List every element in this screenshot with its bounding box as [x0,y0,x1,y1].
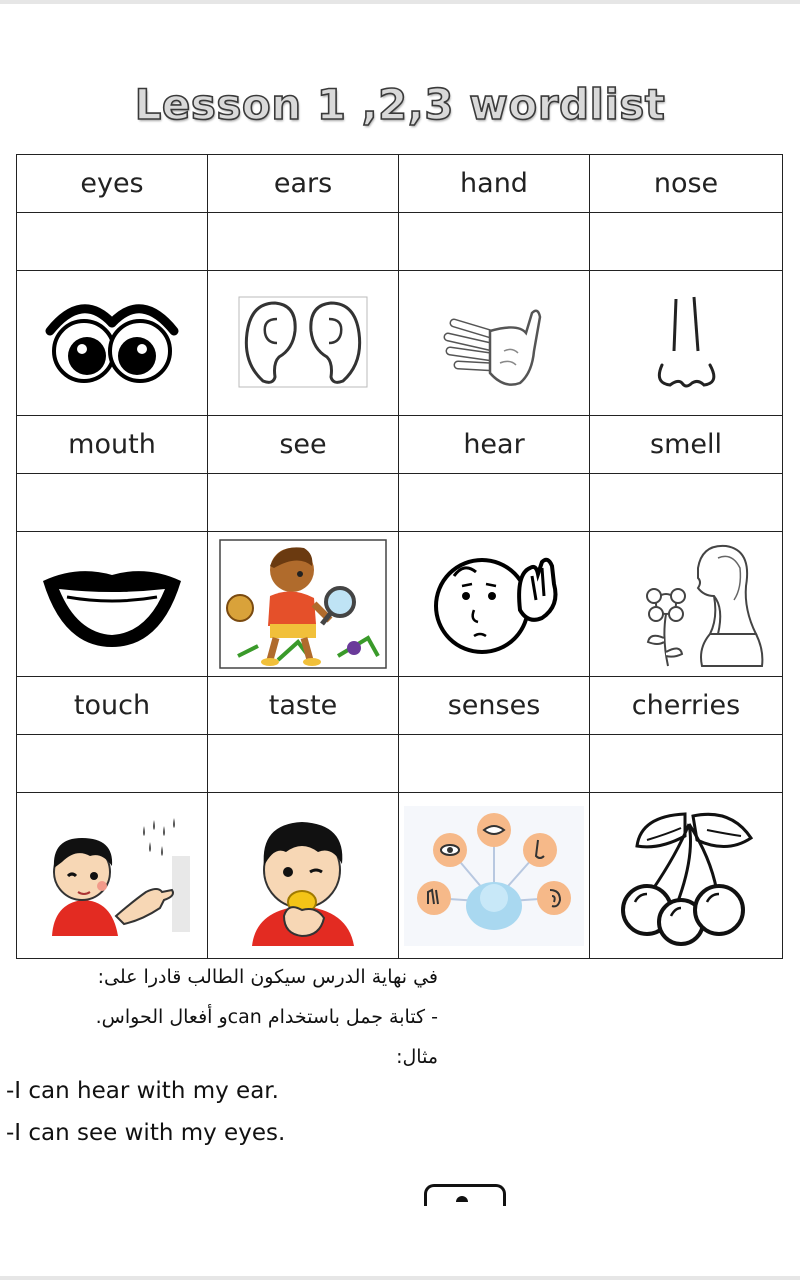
word-cell: smell [590,416,783,474]
worksheet-page [0,4,800,1276]
blank-cell [590,474,783,532]
picture-cell [590,532,783,677]
blank-cell [17,735,208,793]
word-cell: taste [208,677,399,735]
word-cell: nose [590,155,783,213]
picture-cell [590,271,783,416]
example-sentence: -I can hear with my ear. [6,1078,279,1104]
blank-row [17,213,783,271]
picture-cell [399,793,590,959]
picture-cell [208,532,399,677]
blank-cell [590,735,783,793]
girl-smelling-flower-icon [606,538,766,670]
picture-cell [17,271,208,416]
blank-row [17,474,783,532]
boy-tasting-lemon-icon [228,806,378,946]
blank-cell [399,735,590,793]
word-row [17,416,783,474]
mouth-icon [37,559,187,649]
word-cell: eyes [17,155,208,213]
blank-cell [208,213,399,271]
word-cell: cherries [590,677,783,735]
example-heading: مثال: [396,1046,438,1068]
picture-cell [590,793,783,959]
word-cell: touch [17,677,208,735]
picture-cell [208,793,399,959]
word-row [17,677,783,735]
blank-cell [399,474,590,532]
word-row [17,155,783,213]
picture-cell [208,271,399,416]
cherries-icon [611,806,761,946]
senses-diagram-icon [404,806,584,946]
ears-icon [233,293,373,393]
eyes-icon [42,293,182,393]
blank-cell [590,213,783,271]
word-cell: hear [399,416,590,474]
head-listening-icon [424,544,564,664]
page-bottom-margin [420,1206,510,1236]
objective-item: - كتابة جمل باستخدام canو أفعال الحواس. [95,1006,438,1028]
word-cell: senses [399,677,590,735]
objective-intro: في نهاية الدرس سيكون الطالب قادرا على: [97,966,438,988]
picture-cell [17,532,208,677]
hand-icon [434,293,554,393]
nose-icon [636,293,736,393]
word-cell: mouth [17,416,208,474]
blank-cell [17,213,208,271]
picture-cell [399,271,590,416]
blank-cell [208,474,399,532]
picture-cell [17,793,208,959]
page-title: Lesson 1 ,2,3 wordlist [134,80,666,129]
blank-cell [17,474,208,532]
boy-touching-rain-icon [32,816,192,936]
word-cell: see [208,416,399,474]
example-sentence: -I can see with my eyes. [6,1120,286,1146]
picture-row [17,532,783,677]
picture-cell [399,532,590,677]
picture-row [17,793,783,959]
blank-row [17,735,783,793]
blank-cell [208,735,399,793]
cutoff-shape-dot [456,1196,468,1202]
word-cell: hand [399,155,590,213]
boy-with-magnifier-icon [218,538,388,670]
blank-cell [399,213,590,271]
wordlist-table [16,154,783,959]
picture-row [17,271,783,416]
word-cell: ears [208,155,399,213]
